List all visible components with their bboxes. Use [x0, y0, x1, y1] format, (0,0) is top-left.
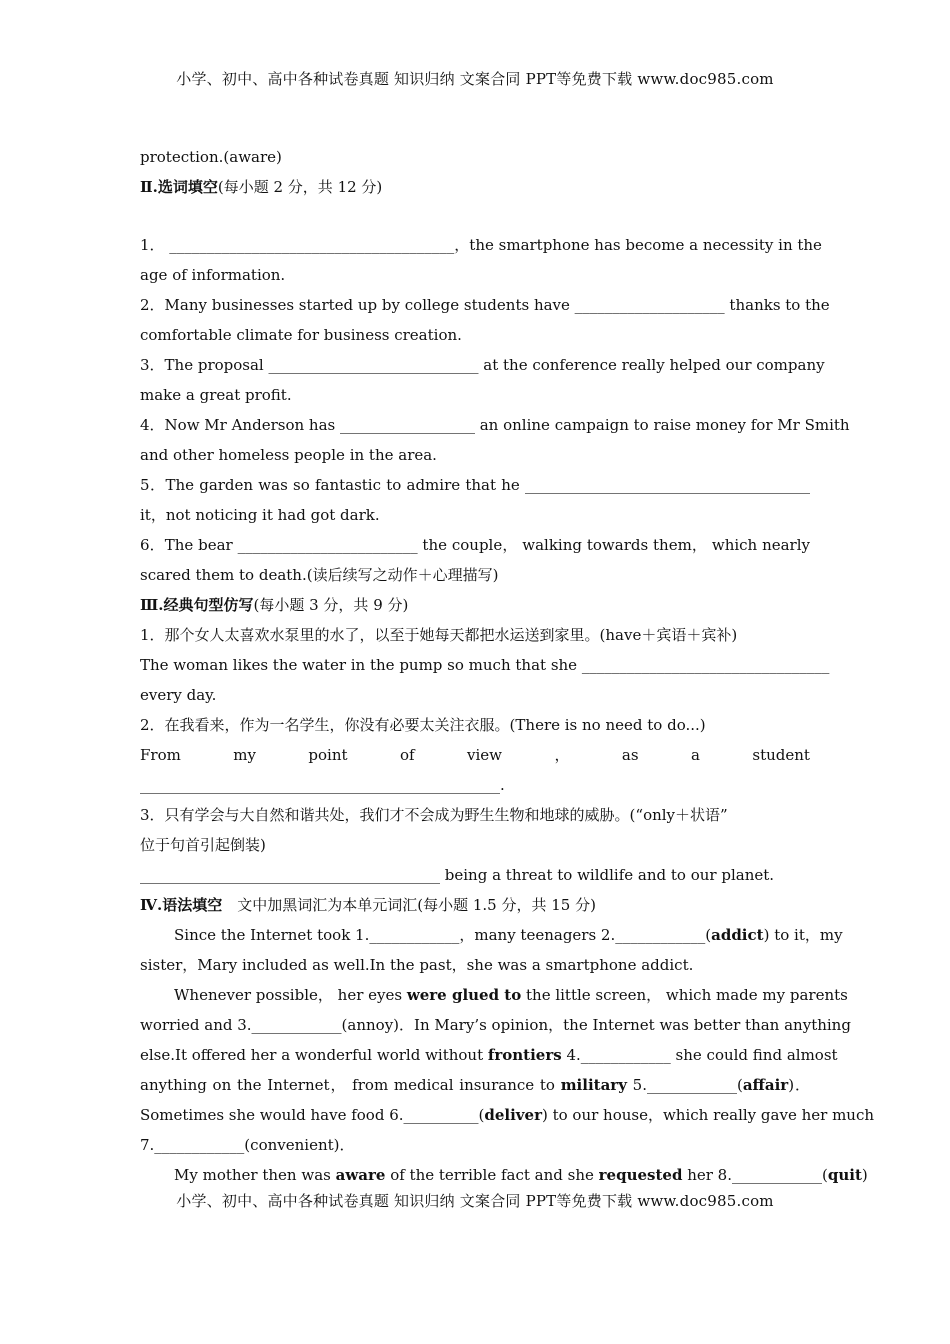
grammar-line-3: [140, 980, 848, 1010]
question-4-line-2: and other homeless people in the area.: [140, 446, 437, 464]
bold-word: quit: [827, 1166, 862, 1184]
section-3-note: (每小题 3 分，共 9 分): [253, 596, 409, 614]
text: Since the Internet took 1.____________，many teenagers 2.____________(: [174, 926, 712, 944]
grammar-line-7: [140, 1100, 875, 1130]
word: my: [233, 746, 256, 764]
word: of: [399, 746, 415, 764]
word: point: [308, 746, 348, 764]
bold-word: military: [560, 1076, 627, 1094]
pattern-3-prompt-1: 3．只有学会与大自然和谐共处，我们才不会成为野生生物和地球的威胁。(“only＋状语”: [140, 806, 728, 824]
grammar-line-6: [140, 1070, 810, 1100]
grammar-line-8: 7.____________(convenient)．: [140, 1136, 355, 1154]
pattern-3-line: ________________________________________ being a threat to wildlife and to our planet.: [140, 866, 775, 884]
grammar-line-5: [140, 1040, 838, 1070]
grammar-line-4: worried and 3.____________(annoy)．In Mary’s opinion，the Internet was better than anything: [140, 1016, 851, 1034]
word: student: [752, 746, 810, 764]
section-4-note: 文中加黑词汇为本单元词汇(每小题 1.5 分，共 15 分): [222, 896, 596, 914]
word: view: [467, 746, 503, 764]
question-4-line-1: 4．Now Mr Anderson has __________________ an online campaign to raise money for Mr Smith: [140, 416, 850, 434]
page-footer: 小学、初中、高中各种试卷真题 知识归纳 文案合同 PPT等免费下载 www.doc985.com: [176, 1192, 774, 1210]
text: of the terrible fact and she: [385, 1166, 599, 1184]
pattern-1-prompt: 1．那个女人太喜欢水泵里的水了，以至于她每天都把水运送到家里。(have＋宾语＋宾补): [140, 626, 738, 644]
bold-word: requested: [598, 1166, 683, 1184]
text: her 8.____________(: [682, 1166, 828, 1184]
text: My mother then was: [174, 1166, 336, 1184]
question-1-line-1: 1． ______________________________________，the smartphone has become a necessity in the: [140, 236, 822, 254]
pattern-2-line-2: ________________________________________________.: [140, 776, 505, 794]
bold-word: frontiers: [487, 1046, 562, 1064]
text: 5.____________(: [626, 1076, 743, 1094]
section-2-title: Ⅱ.选词填空: [140, 178, 218, 196]
grammar-line-2: sister，Mary included as well.In the past，she was a smartphone addict.: [140, 956, 694, 974]
section-4-title: Ⅳ.语法填空: [140, 896, 223, 914]
pattern-2-prompt: 2．在我看来，作为一名学生，你没有必要太关注衣服。(There is no need to do...): [140, 716, 706, 734]
text: 4.____________ she could find almost: [561, 1046, 838, 1064]
word: as: [621, 746, 639, 764]
text: anything on the Internet， from medical insurance to: [140, 1076, 561, 1094]
question-2-line-2: comfortable climate for business creation.: [140, 326, 462, 344]
word: a: [690, 746, 700, 764]
bold-word: deliver: [484, 1106, 542, 1124]
text: Sometimes she would have food 6.__________(: [140, 1106, 485, 1124]
question-1-line-2: age of information.: [140, 266, 286, 284]
document-body: [140, 142, 875, 1190]
bold-word: were glued to: [406, 986, 522, 1004]
question-5-line-1: 5．The garden was so fantastic to admire that he ______________________________________: [140, 476, 810, 494]
text: ) to our house，which really gave her much: [541, 1106, 875, 1124]
question-6-line-2: scared them to death.(读后续写之动作＋心理描写): [140, 566, 499, 584]
word: From: [140, 746, 181, 764]
question-2-line-1: 2．Many businesses started up by college students have ____________________ thanks to the: [140, 296, 830, 314]
grammar-line-9: [140, 1160, 868, 1190]
question-3-line-2: make a great profit.: [140, 386, 292, 404]
pattern-3-prompt-2: 位于句首引起倒装): [140, 836, 266, 854]
text: Whenever possible， her eyes: [174, 986, 407, 1004]
section-2-heading: [140, 172, 810, 202]
text: ) to it，my: [763, 926, 843, 944]
bold-word: addict: [711, 926, 764, 944]
section-2-note: (每小题 2 分，共 12 分): [217, 178, 383, 196]
pattern-2-line-1: [140, 740, 810, 770]
text: the little screen， which made my parents: [521, 986, 848, 1004]
text: else.It offered her a wonderful world without: [140, 1046, 488, 1064]
page-header: 小学、初中、高中各种试卷真题 知识归纳 文案合同 PPT等免费下载 www.doc985.com: [176, 70, 774, 88]
grammar-line-1: [140, 920, 843, 950]
bold-word: aware: [335, 1166, 386, 1184]
section-3-title: Ⅲ.经典句型仿写: [140, 596, 254, 614]
bold-word: affair: [742, 1076, 789, 1094]
text: )．: [788, 1076, 811, 1094]
question-5-line-2: it，not noticing it had got dark.: [140, 506, 380, 524]
section-3-heading: [140, 590, 810, 620]
pattern-1-line-2: every day.: [140, 686, 217, 704]
text: ): [861, 1166, 868, 1184]
word: ，: [554, 746, 570, 764]
question-6-line-1: 6．The bear ________________________ the couple， walking towards them， which nearly: [140, 536, 810, 554]
question-3-line-1: 3．The proposal ____________________________ at the conference really helped our company: [140, 356, 825, 374]
line-protection: protection.(aware): [140, 148, 282, 166]
section-4-heading: [140, 890, 810, 920]
pattern-1-line-1: The woman likes the water in the pump so much that she _________________________________: [140, 656, 830, 674]
